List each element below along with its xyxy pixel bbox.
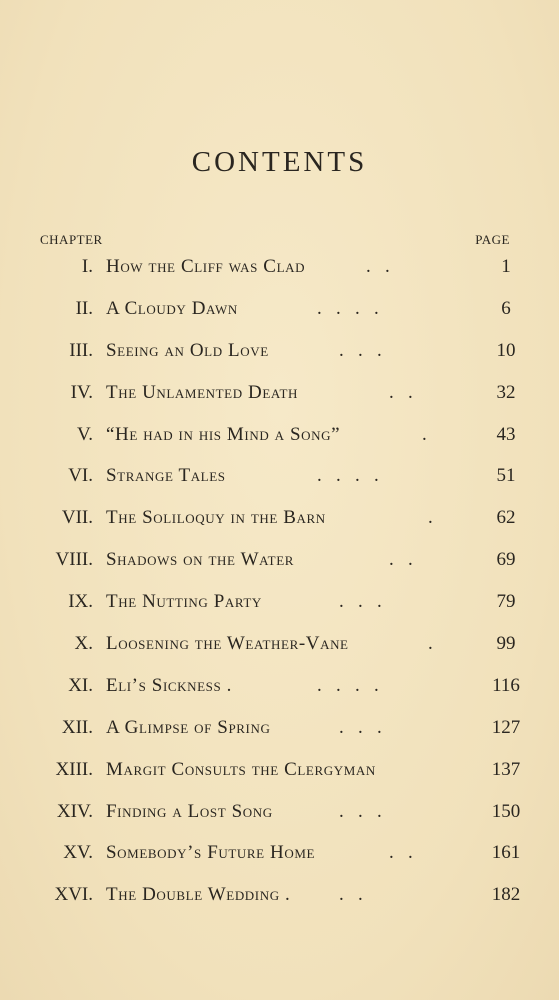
leader-dots: . . . .	[317, 297, 379, 319]
page-number: 69	[496, 549, 516, 571]
contents-entry	[0, 503, 559, 545]
contents-entry	[0, 461, 559, 503]
leader-dots: . . .	[339, 339, 382, 361]
page-number: 127	[491, 716, 521, 738]
chapter-title: Loosening the Weather-Vane	[106, 633, 349, 655]
chapter-number: XII.	[61, 716, 93, 738]
chapter-number: VII.	[61, 507, 93, 529]
contents-entry	[0, 629, 559, 671]
leader-dots: .	[428, 507, 433, 529]
page-number: 32	[496, 381, 516, 403]
chapter-title: Somebody’s Future Home	[106, 842, 316, 864]
page-number: 150	[491, 800, 521, 822]
leader-dots: . . .	[339, 800, 382, 822]
contents-list	[0, 252, 559, 922]
contents-entry	[0, 420, 559, 462]
chapter-title: The Unlamented Death	[106, 381, 298, 403]
contents-entry	[0, 671, 559, 713]
page-number: 6	[501, 297, 511, 319]
contents-entry	[0, 294, 559, 336]
chapter-title: A Glimpse of Spring	[106, 716, 271, 738]
page-number: 43	[496, 423, 516, 445]
page-number: 116	[492, 674, 520, 696]
contents-entry	[0, 797, 559, 839]
page-title: CONTENTS	[191, 146, 368, 178]
chapter-title: Margit Consults the Clergyman	[106, 758, 376, 780]
page-number: 161	[491, 842, 521, 864]
chapter-title: Strange Tales	[106, 465, 226, 487]
chapter-number: III.	[69, 339, 93, 361]
chapter-number: VI.	[68, 465, 93, 487]
page-number: 62	[496, 507, 516, 529]
chapter-title: “He had in his Mind a Song”	[106, 423, 341, 445]
chapter-title: Shadows on the Water	[106, 549, 295, 571]
contents-entry	[0, 252, 559, 294]
chapter-column-header: CHAPTER	[40, 232, 103, 247]
chapter-title: Seeing an Old Love	[106, 339, 269, 361]
page-number: 51	[496, 465, 516, 487]
chapter-title: The Double Wedding .	[106, 884, 291, 906]
contents-entry	[0, 713, 559, 755]
chapter-title: How the Cliff was Clad	[106, 256, 306, 277]
chapter-title: Eli’s Sickness .	[106, 674, 233, 696]
page-number: 137	[491, 758, 521, 780]
leader-dots: . .	[366, 256, 390, 277]
leader-dots: . .	[389, 381, 413, 403]
page-number: 182	[491, 884, 521, 906]
contents-entry	[0, 336, 559, 378]
page-number: 79	[496, 591, 516, 613]
contents-entry	[0, 755, 559, 797]
chapter-number: V.	[76, 423, 93, 445]
page-number: 10	[496, 339, 516, 361]
page-column-header: PAGE	[475, 232, 510, 247]
chapter-number: XI.	[68, 674, 93, 696]
chapter-number: IX.	[68, 591, 93, 613]
contents-entry	[0, 545, 559, 587]
chapter-number: XV.	[63, 842, 93, 864]
chapter-number: XVI.	[54, 884, 93, 906]
page-number: 99	[496, 633, 516, 655]
chapter-title: A Cloudy Dawn	[106, 297, 238, 319]
chapter-number: IV.	[70, 381, 93, 403]
chapter-number: I.	[81, 256, 93, 277]
chapter-number: XIV.	[56, 800, 93, 822]
contents-entry	[0, 378, 559, 420]
leader-dots: . . . .	[317, 674, 379, 696]
chapter-number: XIII.	[55, 758, 93, 780]
chapter-number: VIII.	[55, 549, 93, 571]
contents-entry	[0, 880, 559, 922]
leader-dots: . . .	[339, 591, 382, 613]
chapter-number: II.	[75, 297, 93, 319]
contents-entry	[0, 587, 559, 629]
leader-dots: . . .	[339, 716, 382, 738]
chapter-title: The Soliloquy in the Barn	[106, 507, 326, 529]
chapter-number: X.	[74, 633, 93, 655]
leader-dots: . . . .	[317, 465, 379, 487]
chapter-title: The Nutting Party	[106, 591, 262, 613]
leader-dots: .	[428, 633, 433, 655]
leader-dots: . .	[389, 842, 413, 864]
chapter-title: Finding a Lost Song	[106, 800, 273, 822]
leader-dots: . .	[389, 549, 413, 571]
contents-entry	[0, 838, 559, 880]
leader-dots: . .	[339, 884, 363, 906]
leader-dots: .	[422, 423, 427, 445]
page-number: 1	[501, 256, 511, 277]
